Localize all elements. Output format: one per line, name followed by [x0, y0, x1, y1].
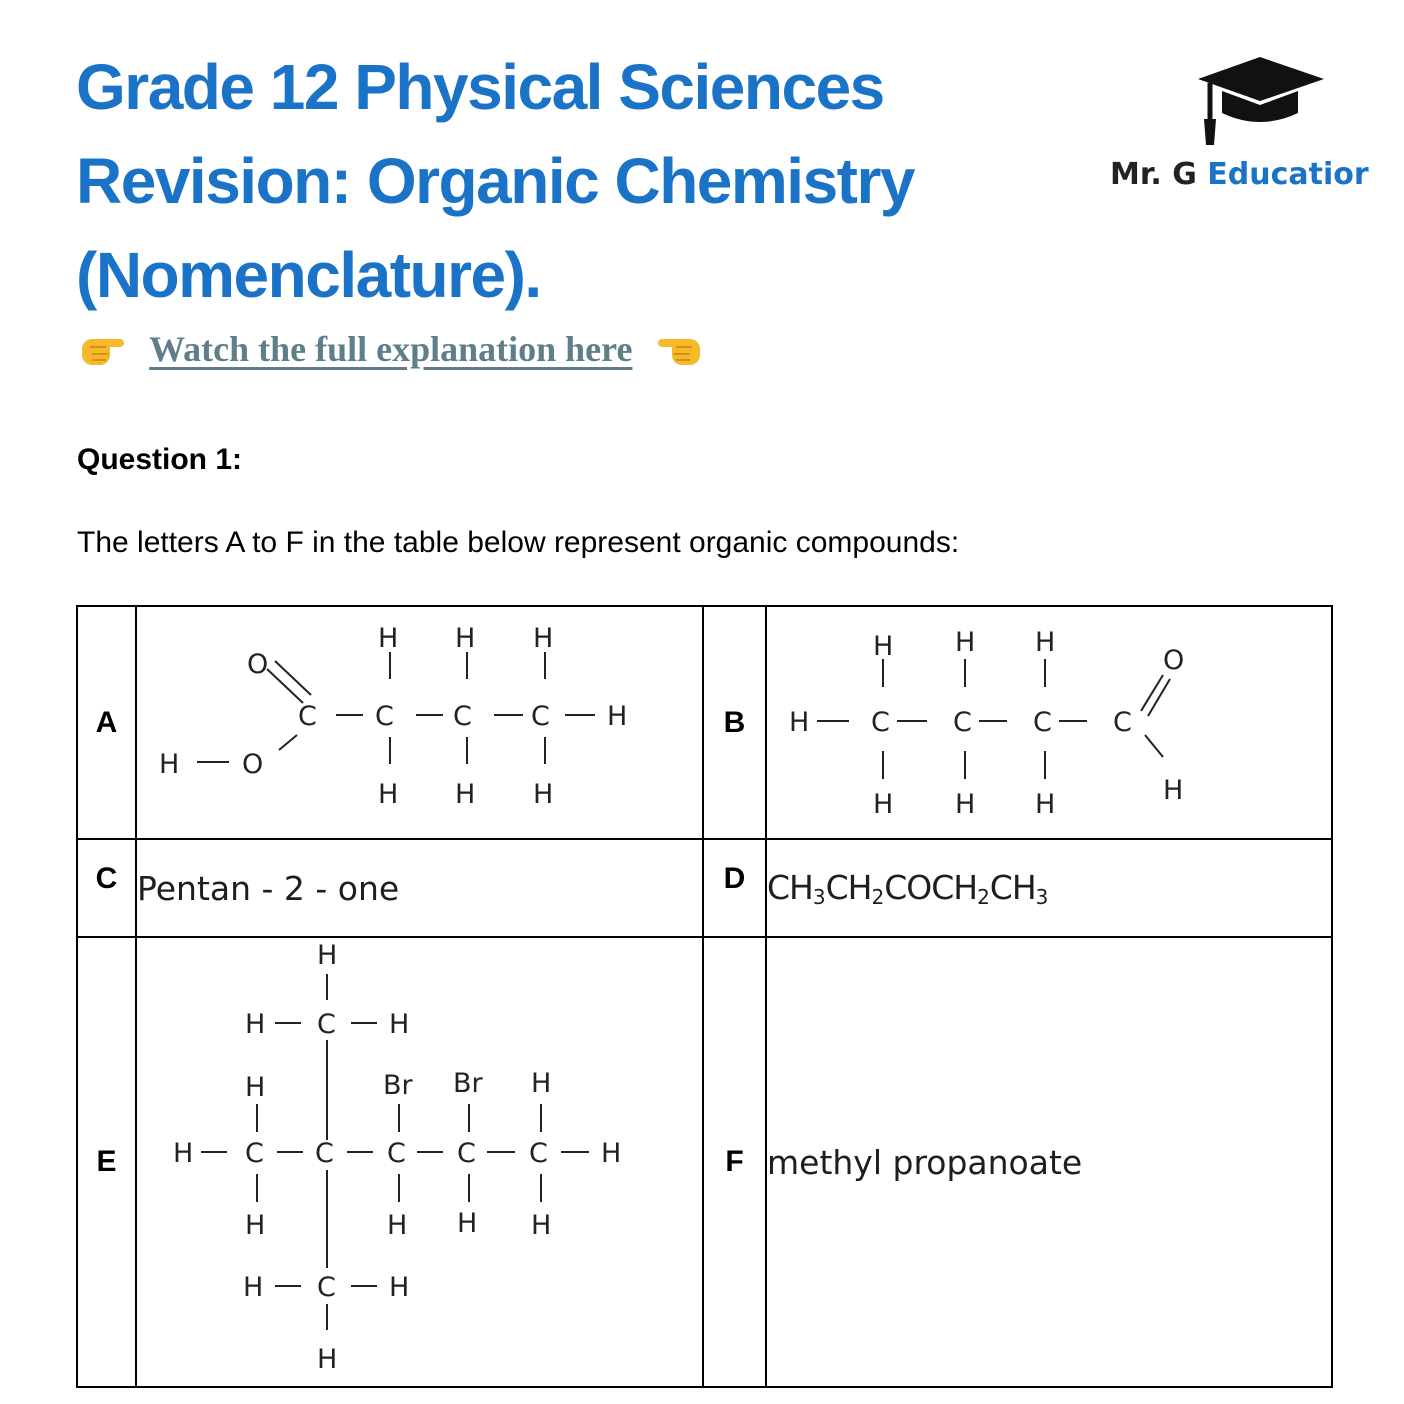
table-row	[77, 606, 1332, 839]
atom-label: H	[317, 940, 338, 971]
watch-explanation-link[interactable]: Watch the full explanation here	[149, 329, 633, 369]
atom-label: C	[387, 1138, 406, 1169]
atom-label: H	[873, 789, 894, 820]
atom-label: H	[955, 789, 976, 820]
atom-label: H	[457, 1208, 478, 1239]
atom-label: H	[245, 1009, 266, 1040]
atom-label: H	[601, 1138, 622, 1169]
atom-label: Br	[453, 1068, 483, 1099]
atom-label: H	[531, 1068, 552, 1099]
atom-label: C	[531, 701, 550, 732]
atom-label: H	[159, 749, 180, 780]
atom-label: H	[789, 707, 810, 738]
atom-label: H	[378, 623, 399, 654]
compound-e-structure	[137, 938, 702, 1386]
pointing-left-hand-icon	[656, 329, 702, 369]
atom-label: H	[533, 779, 554, 810]
atom-label: C	[529, 1138, 548, 1169]
atom-label: H	[245, 1210, 266, 1241]
atom-label: H	[378, 779, 399, 810]
compound-letter-b: B	[703, 606, 766, 839]
compound-f-name: methyl propanoate	[766, 937, 1332, 1387]
atom-label: H	[317, 1344, 338, 1375]
compound-c-name: Pentan - 2 - one	[136, 839, 703, 937]
atom-label: C	[375, 701, 394, 732]
atom-label: C	[1033, 707, 1052, 738]
table-row	[77, 937, 1332, 1387]
atom-label: C	[317, 1272, 336, 1303]
atom-label: H	[1163, 775, 1184, 806]
atom-label: C	[453, 701, 472, 732]
atom-label: H	[173, 1138, 194, 1169]
table-row	[77, 839, 1332, 937]
atom-label: H	[955, 627, 976, 658]
brand-name	[1110, 157, 1369, 192]
atom-label: H	[389, 1272, 410, 1303]
compound-a-cell	[136, 606, 703, 839]
graduation-cap-icon	[1198, 55, 1328, 150]
brand-name-part1: Mr. G	[1110, 157, 1197, 192]
brand-name-part2: Educatior	[1207, 157, 1369, 192]
atom-label: H	[1035, 789, 1056, 820]
atom-label: H	[387, 1210, 408, 1241]
atom-label: O	[1163, 645, 1185, 676]
atom-label: C	[871, 707, 890, 738]
atom-label: Br	[383, 1070, 413, 1101]
page-title	[76, 40, 1036, 322]
atom-label: C	[315, 1138, 334, 1169]
compound-letter-e: E	[77, 937, 136, 1387]
compound-d-formula	[766, 839, 1332, 937]
question-intro: The letters A to F in the table below represent organic compounds:	[77, 526, 960, 559]
compound-e-cell	[136, 937, 703, 1387]
atom-label: H	[531, 1210, 552, 1241]
compounds-table	[76, 605, 1333, 1388]
compound-letter-c: C	[77, 839, 136, 937]
atom-label: O	[242, 749, 264, 780]
atom-label: H	[1035, 627, 1056, 658]
title-line-3: (Nomenclature).	[76, 239, 541, 311]
brand-logo	[1100, 55, 1404, 205]
question-heading: Question 1:	[77, 443, 243, 476]
atom-label: H	[243, 1272, 264, 1303]
compound-a-structure	[137, 607, 702, 838]
atom-label: H	[455, 779, 476, 810]
compound-letter-d: D	[703, 839, 766, 937]
atom-label: H	[873, 631, 894, 662]
atom-label: H	[607, 701, 628, 732]
compound-letter-f: F	[703, 937, 766, 1387]
atom-label: C	[317, 1009, 336, 1040]
atom-label: C	[1113, 707, 1132, 738]
pointing-right-hand-icon	[80, 329, 126, 369]
atom-label: O	[247, 649, 269, 680]
atom-label: C	[298, 701, 317, 732]
compound-b-cell	[766, 606, 1332, 839]
atom-label: C	[953, 707, 972, 738]
atom-label: C	[457, 1138, 476, 1169]
atom-label: H	[245, 1072, 266, 1103]
atom-label: H	[389, 1009, 410, 1040]
compound-letter-a: A	[77, 606, 136, 839]
condensed-formula: $CH_3CH_2COCH_2CH_3$	[767, 867, 1049, 909]
atom-label: H	[455, 623, 476, 654]
atom-label: C	[245, 1138, 264, 1169]
title-line-1: Grade 12 Physical Sciences	[76, 51, 884, 123]
title-line-2: Revision: Organic Chemistry	[76, 145, 914, 217]
video-link-row	[80, 328, 702, 378]
compound-b-structure	[767, 607, 1331, 838]
atom-label: H	[533, 623, 554, 654]
